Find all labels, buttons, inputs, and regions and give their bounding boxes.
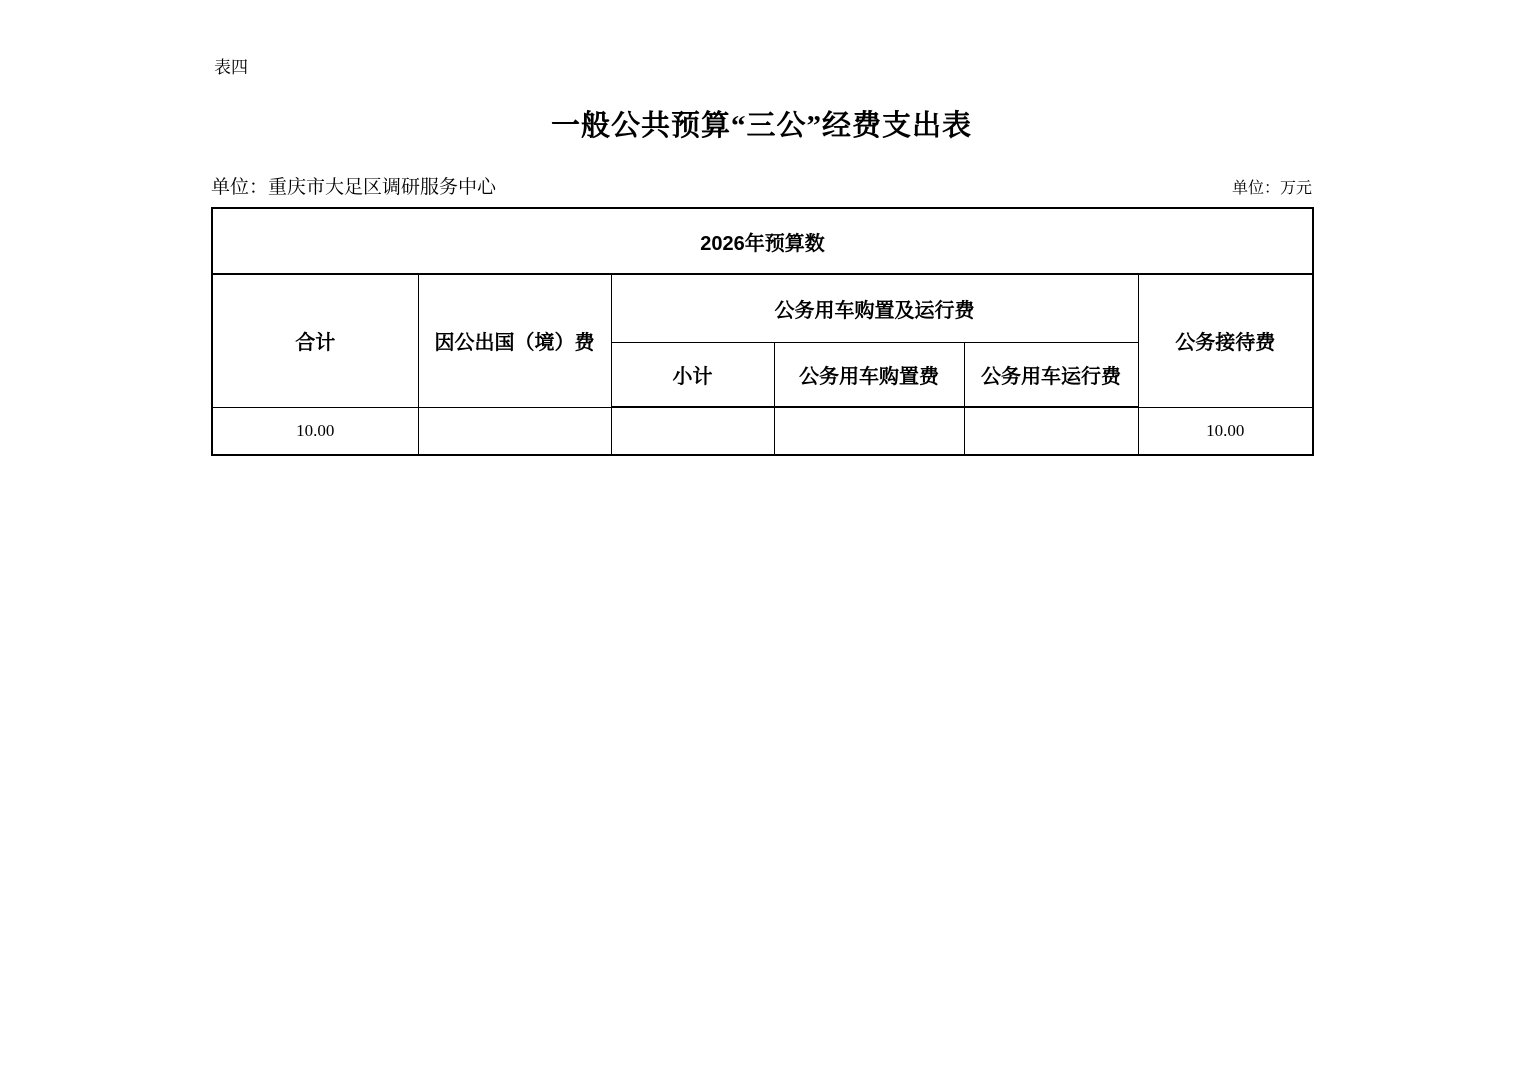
table-row-year [212, 208, 1313, 274]
cell-vehicle-subtotal [611, 407, 774, 455]
budget-table [211, 207, 1314, 456]
unit-row [211, 172, 1312, 199]
cell-vehicle-operation [964, 407, 1138, 455]
header-vehicle-operation: 公务用车运行费 [964, 342, 1138, 407]
sheet-label: 表四 [214, 58, 248, 78]
year-header-cell: 2026年预算数 [212, 208, 1313, 274]
header-total: 合计 [212, 274, 418, 407]
header-vehicle-subtotal: 小计 [611, 342, 774, 407]
page-title: 一般公共预算“三公”经费支出表 [550, 110, 972, 142]
cell-total: 10.00 [212, 407, 418, 455]
table-row-data [212, 407, 1313, 455]
currency-unit-label: 单位：万元 [1231, 180, 1312, 197]
document-page [211, 0, 1312, 1074]
cell-vehicle-purchase [774, 407, 964, 455]
header-reception: 公务接待费 [1138, 274, 1313, 407]
cell-abroad [418, 407, 611, 455]
table-row-header-top [212, 274, 1313, 342]
header-vehicle-purchase: 公务用车购置费 [774, 342, 964, 407]
reporting-unit-label: 单位：重庆市大足区调研服务中心 [211, 177, 497, 198]
header-vehicle-group: 公务用车购置及运行费 [611, 274, 1138, 342]
cell-reception: 10.00 [1138, 407, 1313, 455]
header-abroad: 因公出国（境）费 [418, 274, 611, 407]
